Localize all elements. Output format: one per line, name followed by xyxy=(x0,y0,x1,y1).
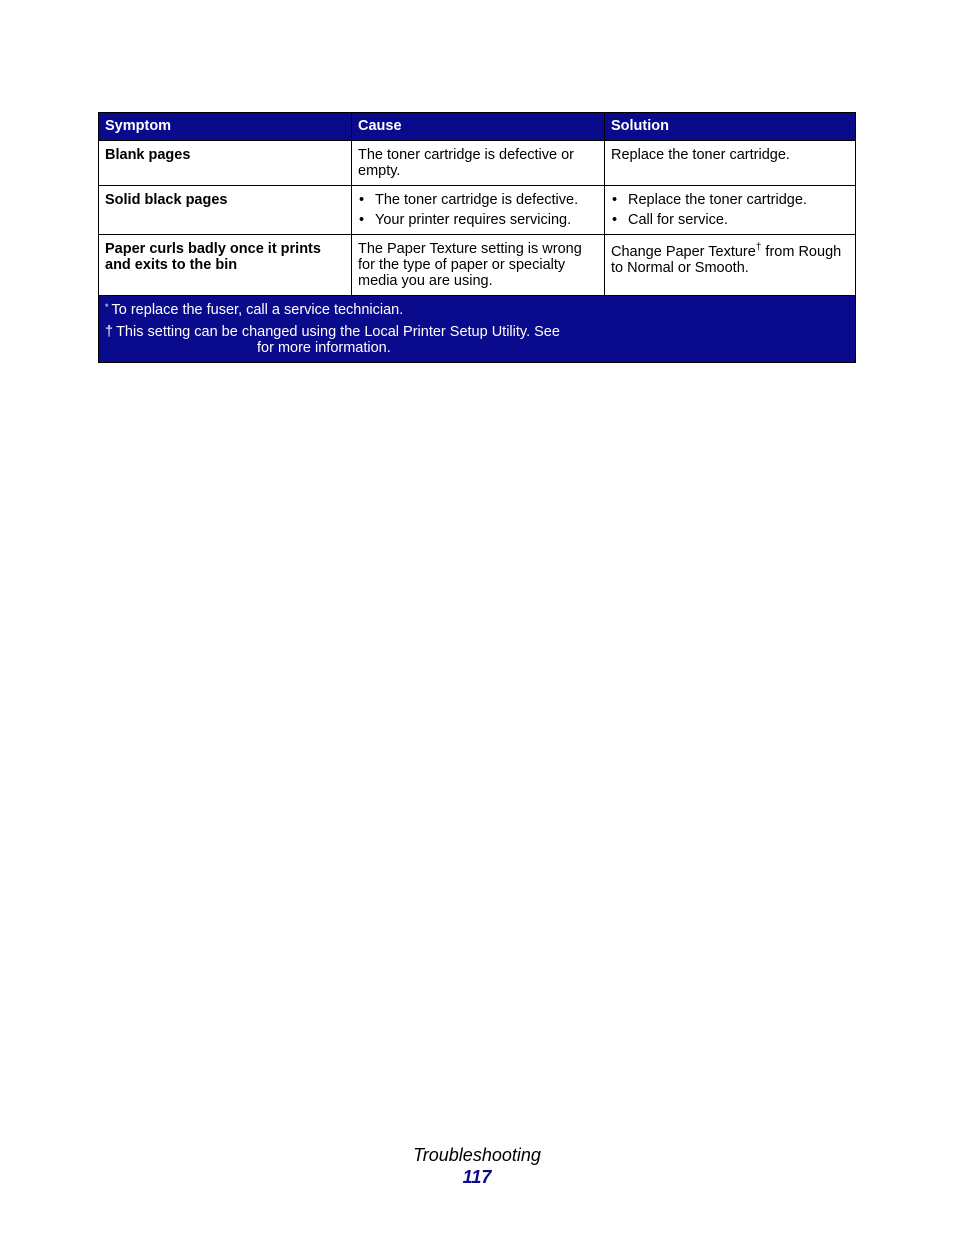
page-number: 117 xyxy=(462,1167,492,1187)
header-symptom: Symptom xyxy=(99,113,352,141)
list-item-text: Your printer requires servicing. xyxy=(375,212,572,228)
table-row xyxy=(99,141,856,186)
solution-text-pre: Change Paper Texture xyxy=(611,244,756,260)
asterisk-mark: * xyxy=(105,302,109,312)
bullet-icon: • xyxy=(359,212,365,228)
symptom-cell: Paper curls badly once it prints and exits to the bin xyxy=(99,235,352,296)
footnote-continuation: for more information. xyxy=(257,340,391,356)
solution-cell xyxy=(605,186,856,235)
list-item-text: The toner cartridge is defective. xyxy=(375,192,579,208)
bullet-icon: • xyxy=(359,192,365,208)
symptom-cell: Solid black pages xyxy=(99,186,352,235)
table-row xyxy=(99,235,856,296)
list-item xyxy=(611,192,849,208)
footnote-text: To replace the fuser, call a service technician. xyxy=(111,302,404,318)
solution-list xyxy=(611,192,849,228)
cause-list xyxy=(358,192,598,228)
list-item-text: Replace the toner cartridge. xyxy=(628,192,807,208)
footnote xyxy=(105,302,849,318)
list-item-text: Call for service. xyxy=(628,212,728,228)
list-item xyxy=(611,212,849,228)
solution-cell xyxy=(605,235,856,296)
solution-text-post: from Rough to Normal or Smooth. xyxy=(611,244,842,276)
cause-cell: The Paper Texture setting is wrong for the type of paper or specialty media you are using. xyxy=(352,235,605,296)
footnote-row xyxy=(99,296,856,363)
header-solution: Solution xyxy=(605,113,856,141)
bullet-icon: • xyxy=(612,192,618,208)
cause-cell: The toner cartridge is defective or empty. xyxy=(352,141,605,186)
dagger-mark: † xyxy=(755,242,762,253)
cause-cell xyxy=(352,186,605,235)
footnote-text: This setting can be changed using the Local Printer Setup Utility. See xyxy=(116,324,560,340)
table-row xyxy=(99,186,856,235)
footnotes-cell xyxy=(99,296,856,363)
symptom-cell: Blank pages xyxy=(99,141,352,186)
list-item xyxy=(358,192,598,208)
table-header-row xyxy=(99,113,856,141)
header-cause: Cause xyxy=(352,113,605,141)
footer-section-title: Troubleshooting xyxy=(413,1145,541,1165)
troubleshooting-table xyxy=(98,112,856,363)
list-item xyxy=(358,212,598,228)
bullet-icon: • xyxy=(612,212,618,228)
dagger-mark: † xyxy=(105,324,114,340)
solution-cell: Replace the toner cartridge. xyxy=(605,141,856,186)
footnote xyxy=(105,324,849,356)
